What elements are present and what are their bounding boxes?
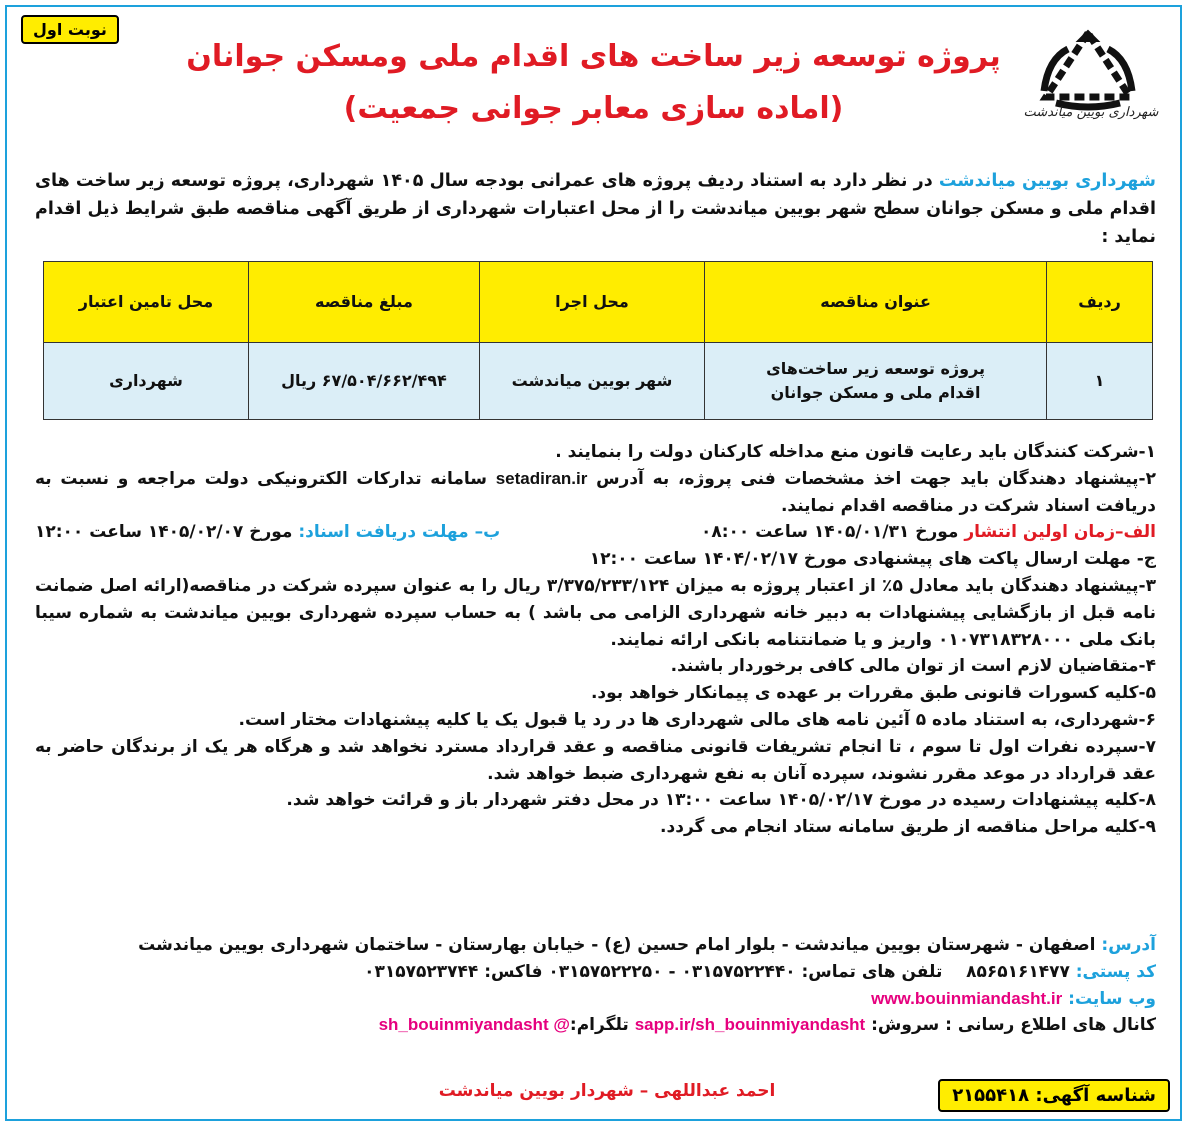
condition-8: ۸-کلیه پیشنهادات رسیده در مورخ ۱۴۰۵/۰۲/۱۷ ساعت ۱۳:۰۰ در محل دفتر شهردار باز و قرائت خواهد شد. bbox=[286, 790, 1156, 811]
intro-paragraph bbox=[35, 167, 1156, 251]
intro-org: شهرداری بویین میاندشت bbox=[938, 171, 1156, 191]
channels-line bbox=[35, 1012, 1156, 1039]
logo-caption: شهرداری بویین میاندشت bbox=[1023, 105, 1159, 120]
advertisement-frame bbox=[5, 5, 1182, 1121]
condition-2 bbox=[35, 466, 1156, 520]
condition-1: ۱-شرکت کنندگان باید رعایت قانون منع مداخله کارکنان دولت را بنمایند . bbox=[555, 442, 1156, 462]
website-label: وب سایت: bbox=[1068, 988, 1156, 1009]
ad-id-label: شناسه آگهی: bbox=[1035, 1085, 1156, 1106]
table-header-row bbox=[44, 262, 1153, 343]
header-row-number: ردیف bbox=[1047, 262, 1153, 343]
header-amount: مبلغ مناقصه bbox=[248, 262, 479, 343]
condition-6: ۶-شهرداری، به استناد ماده ۵ آئین نامه های مالی شهرداری ها در رد یا قبول یک یا کلیه پیشنهادات مختار است. bbox=[238, 709, 1156, 730]
schedule-publish bbox=[701, 519, 1156, 546]
condition-7: ۷-سپرده نفرات اول تا سوم ، تا انجام تشریفات قانونی مناقصه و عقد قرارداد مسترد نخواهد شد و هرگاه هر یک از برندگان حاضر به عقد قرارداد در موعد مقرر نشوند، سپرده آنان به نفع شهرداری ضبط خواهد شد. bbox=[35, 736, 1156, 784]
cell-amount: ۶۷/۵۰۴/۶۶۲/۴۹۴ ریال bbox=[248, 343, 479, 420]
edition-badge: نوبت اول bbox=[21, 15, 119, 44]
documents-date: مورخ ۱۴۰۵/۰۲/۰۷ ساعت ۱۲:۰۰ bbox=[35, 522, 299, 543]
condition-3: ۳-پیشنهاد دهندگان باید معادل ۵٪ از اعتبار پروژه به میزان ۳/۳۷۵/۲۳۳/۱۲۴ ریال را به عنوان سپرده شرکت در مناقصه(ارائه اصل ضمانت نامه قبل از بازگشایی پیشنهادات به دبیر خانه شهرداری الزامی می باشد ) به حساب سپرده شهرداری بویین میاندشت به شماره سیبا بانک ملی ۰۱۰۷۳۱۸۳۲۸۰۰۰ واریز و یا ضمانتنامه بانکی ارائه نمایند. bbox=[35, 575, 1156, 650]
postal-label: کد پستی: bbox=[1075, 961, 1156, 982]
cell-funding: شهرداری bbox=[44, 343, 249, 420]
postal-line bbox=[35, 959, 1156, 986]
telegram-link[interactable]: sh_bouinmiyandasht @ bbox=[378, 1015, 570, 1035]
condition-4: ۴-متقاضیان لازم است از توان مالی کافی برخوردار باشند. bbox=[670, 656, 1156, 677]
postal-code: ۸۵۶۵۱۶۱۴۷۷ bbox=[966, 961, 1076, 982]
intro-text: در نظر دارد به استناد ردیف پروژه های عمرانی بودجه سال ۱۴۰۵ شهرداری، پروژه توسعه زیر ساخت های اقدام ملی و مسکن جوانان سطح شهر بویین میاندشت را از محل اعتبارات شهرداری از طریق آگهی مناقصه طبق شرایط ذیل اقدام نماید : bbox=[35, 171, 1156, 247]
header-funding: محل تامین اعتبار bbox=[44, 262, 249, 343]
publish-label: الف–زمان اولین انتشار bbox=[964, 522, 1156, 543]
telegram-label: تلگرام: bbox=[569, 1015, 635, 1036]
cell-row-number: ۱ bbox=[1047, 343, 1153, 420]
conditions-list bbox=[35, 439, 1156, 841]
schedule-row bbox=[35, 519, 1156, 546]
cell-location: شهر بویین میاندشت bbox=[479, 343, 704, 420]
signature: احمد عبداللهی – شهردار بویین میاندشت bbox=[438, 1081, 776, 1101]
title-line-2: (اماده سازی معابر جوانی جمعیت) bbox=[343, 91, 844, 126]
contact-block bbox=[35, 932, 1156, 1039]
condition-5: ۵-کلیه کسورات قانونی طبق مقررات بر عهده ی پیمانکار خواهد بود. bbox=[590, 683, 1156, 704]
schedule-documents bbox=[35, 519, 500, 546]
condition-2-text-a: ۲-پیشنهاد دهندگان باید جهت اخذ مشخصات فنی پروژه، به آدرس bbox=[587, 468, 1156, 489]
title-line-1: پروژه توسعه زیر ساخت های اقدام ملی ومسکن جوانان bbox=[186, 39, 1001, 74]
website-line bbox=[35, 986, 1156, 1013]
condition-2-text-b: سامانه تدارکات الکترونیکی دولت مراجعه و نسبت به دریافت اسناد شرکت در مناقصه اقدام نمایند. bbox=[35, 468, 1156, 516]
condition-9: ۹-کلیه مراحل مناقصه از طریق سامانه ستاد انجام می گردد. bbox=[660, 817, 1156, 838]
address-text: اصفهان - شهرستان بویین میاندشت - بلوار امام حسین (ع) - خیابان بهارستان - ساختمان شهرداری بویین میاندشت bbox=[138, 935, 1102, 955]
channels-label: کانال های اطلاع رسانی : سروش: bbox=[865, 1015, 1156, 1036]
phone-numbers: تلفن های تماس: ۰۳۱۵۷۵۲۲۴۴۰ - ۰۳۱۵۷۵۲۲۲۵۰ فاکس: ۰۳۱۵۷۵۲۳۷۴۴ bbox=[364, 961, 943, 982]
website-link[interactable]: www.bouinmiandasht.ir bbox=[871, 988, 1063, 1008]
address-line bbox=[35, 932, 1156, 959]
setadiran-link[interactable]: setadiran.ir bbox=[495, 468, 588, 488]
ad-id-value: ۲۱۵۵۴۱۸ bbox=[952, 1085, 1036, 1106]
address-label: آدرس: bbox=[1101, 935, 1156, 955]
tender-table bbox=[43, 261, 1153, 420]
cell-tender-title: پروژه توسعه زیر ساخت‌های اقدام ملی و مسکن جوانان bbox=[705, 343, 1047, 420]
ad-id-badge bbox=[938, 1079, 1170, 1112]
soroush-link[interactable]: sapp.ir/sh_bouinmiyandasht bbox=[634, 1015, 866, 1035]
table-row bbox=[44, 343, 1153, 420]
schedule-submission: ج- مهلت ارسال پاکت های پیشنهادی مورخ ۱۴۰۴/۰۲/۱۷ ساعت ۱۲:۰۰ bbox=[589, 549, 1156, 570]
documents-label: ب– مهلت دریافت اسناد: bbox=[298, 522, 501, 543]
header-tender-title: عنوان مناقصه bbox=[705, 262, 1047, 343]
header-location: محل اجرا bbox=[479, 262, 704, 343]
publish-date: مورخ ۱۴۰۵/۰۱/۳۱ ساعت ۰۸:۰۰ bbox=[701, 522, 965, 543]
